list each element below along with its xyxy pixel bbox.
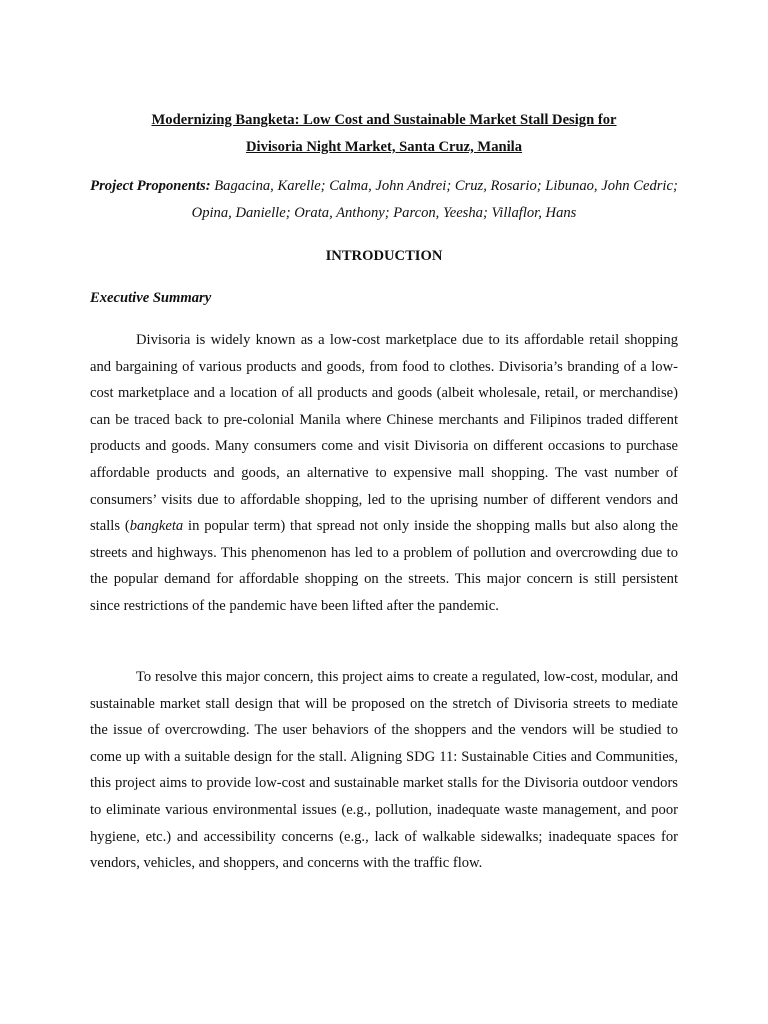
subheading-executive-summary: Executive Summary <box>90 290 212 306</box>
document-title <box>90 107 678 160</box>
paragraph-2: To resolve this major concern, this project aims to create a regulated, low-cost, modular, and sustainable market stall design that will be proposed on the stretch of Divisoria streets to mediate the issue of overcrowding. The user behaviors of the shoppers and the vendors will be studied to come up with a suitable design for the stall. Aligning SDG 11: Sustainable Cities and Communities, this project aims to provide low-cost and sustainable market stalls for the Divisoria outdoor vendors to eliminate various environmental issues (e.g., pollution, inadequate waste management, and poor hygiene, etc.) and accessibility concerns (e.g., lack of walkable sidewalks; inadequate spaces for vendors, vehicles, and shoppers, and concerns with the traffic flow. <box>90 669 678 872</box>
paragraph-1-text-a: Divisoria is widely known as a low-cost marketplace due to its affordable retail shopping and bargaining of various products and goods, from food to clothes. Divisoria’s branding of a low-cost marketplace and a location of all products and goods (albeit wholesale, retail, or merchandise) can be traced back to pre-colonial Manila where Chinese merchants and Filipinos traded different products and goods. Many consumers come and visit Divisoria on different occasions to purchase affordable products and goods, an alternative to expensive mall shopping. The vast number of consumers’ visits due to affordable shopping, led to the uprising number of different vendors and stalls ( <box>90 332 678 535</box>
paragraph-1 <box>90 327 678 620</box>
section-heading-introduction: INTRODUCTION <box>325 248 443 264</box>
proponents-names: Bagacina, Karelle; Calma, John Andrei; Cruz, Rosario; Libunao, John Cedric; Opina, Danielle; Orata, Anthony; Parcon, Yeesha; Villaflor, Hans <box>191 178 678 221</box>
proponents-label: Project Proponents: <box>90 178 211 194</box>
paragraph-1-text-b: in popular term) that spread not only inside the shopping malls but also along the streets and highways. This phenomenon has led to a problem of pollution and overcrowding due to the popular demand for affordable shopping on the streets. This major concern is still persistent since restrictions of the pandemic have been lifted after the pandemic. <box>90 518 678 614</box>
title-line-1: Modernizing Bangketa: Low Cost and Sustainable Market Stall Design for <box>151 112 617 128</box>
paragraph-1-italic-term: bangketa <box>129 518 184 535</box>
title-line-2: Divisoria Night Market, Santa Cruz, Manila <box>245 138 523 155</box>
project-proponents <box>90 173 678 226</box>
